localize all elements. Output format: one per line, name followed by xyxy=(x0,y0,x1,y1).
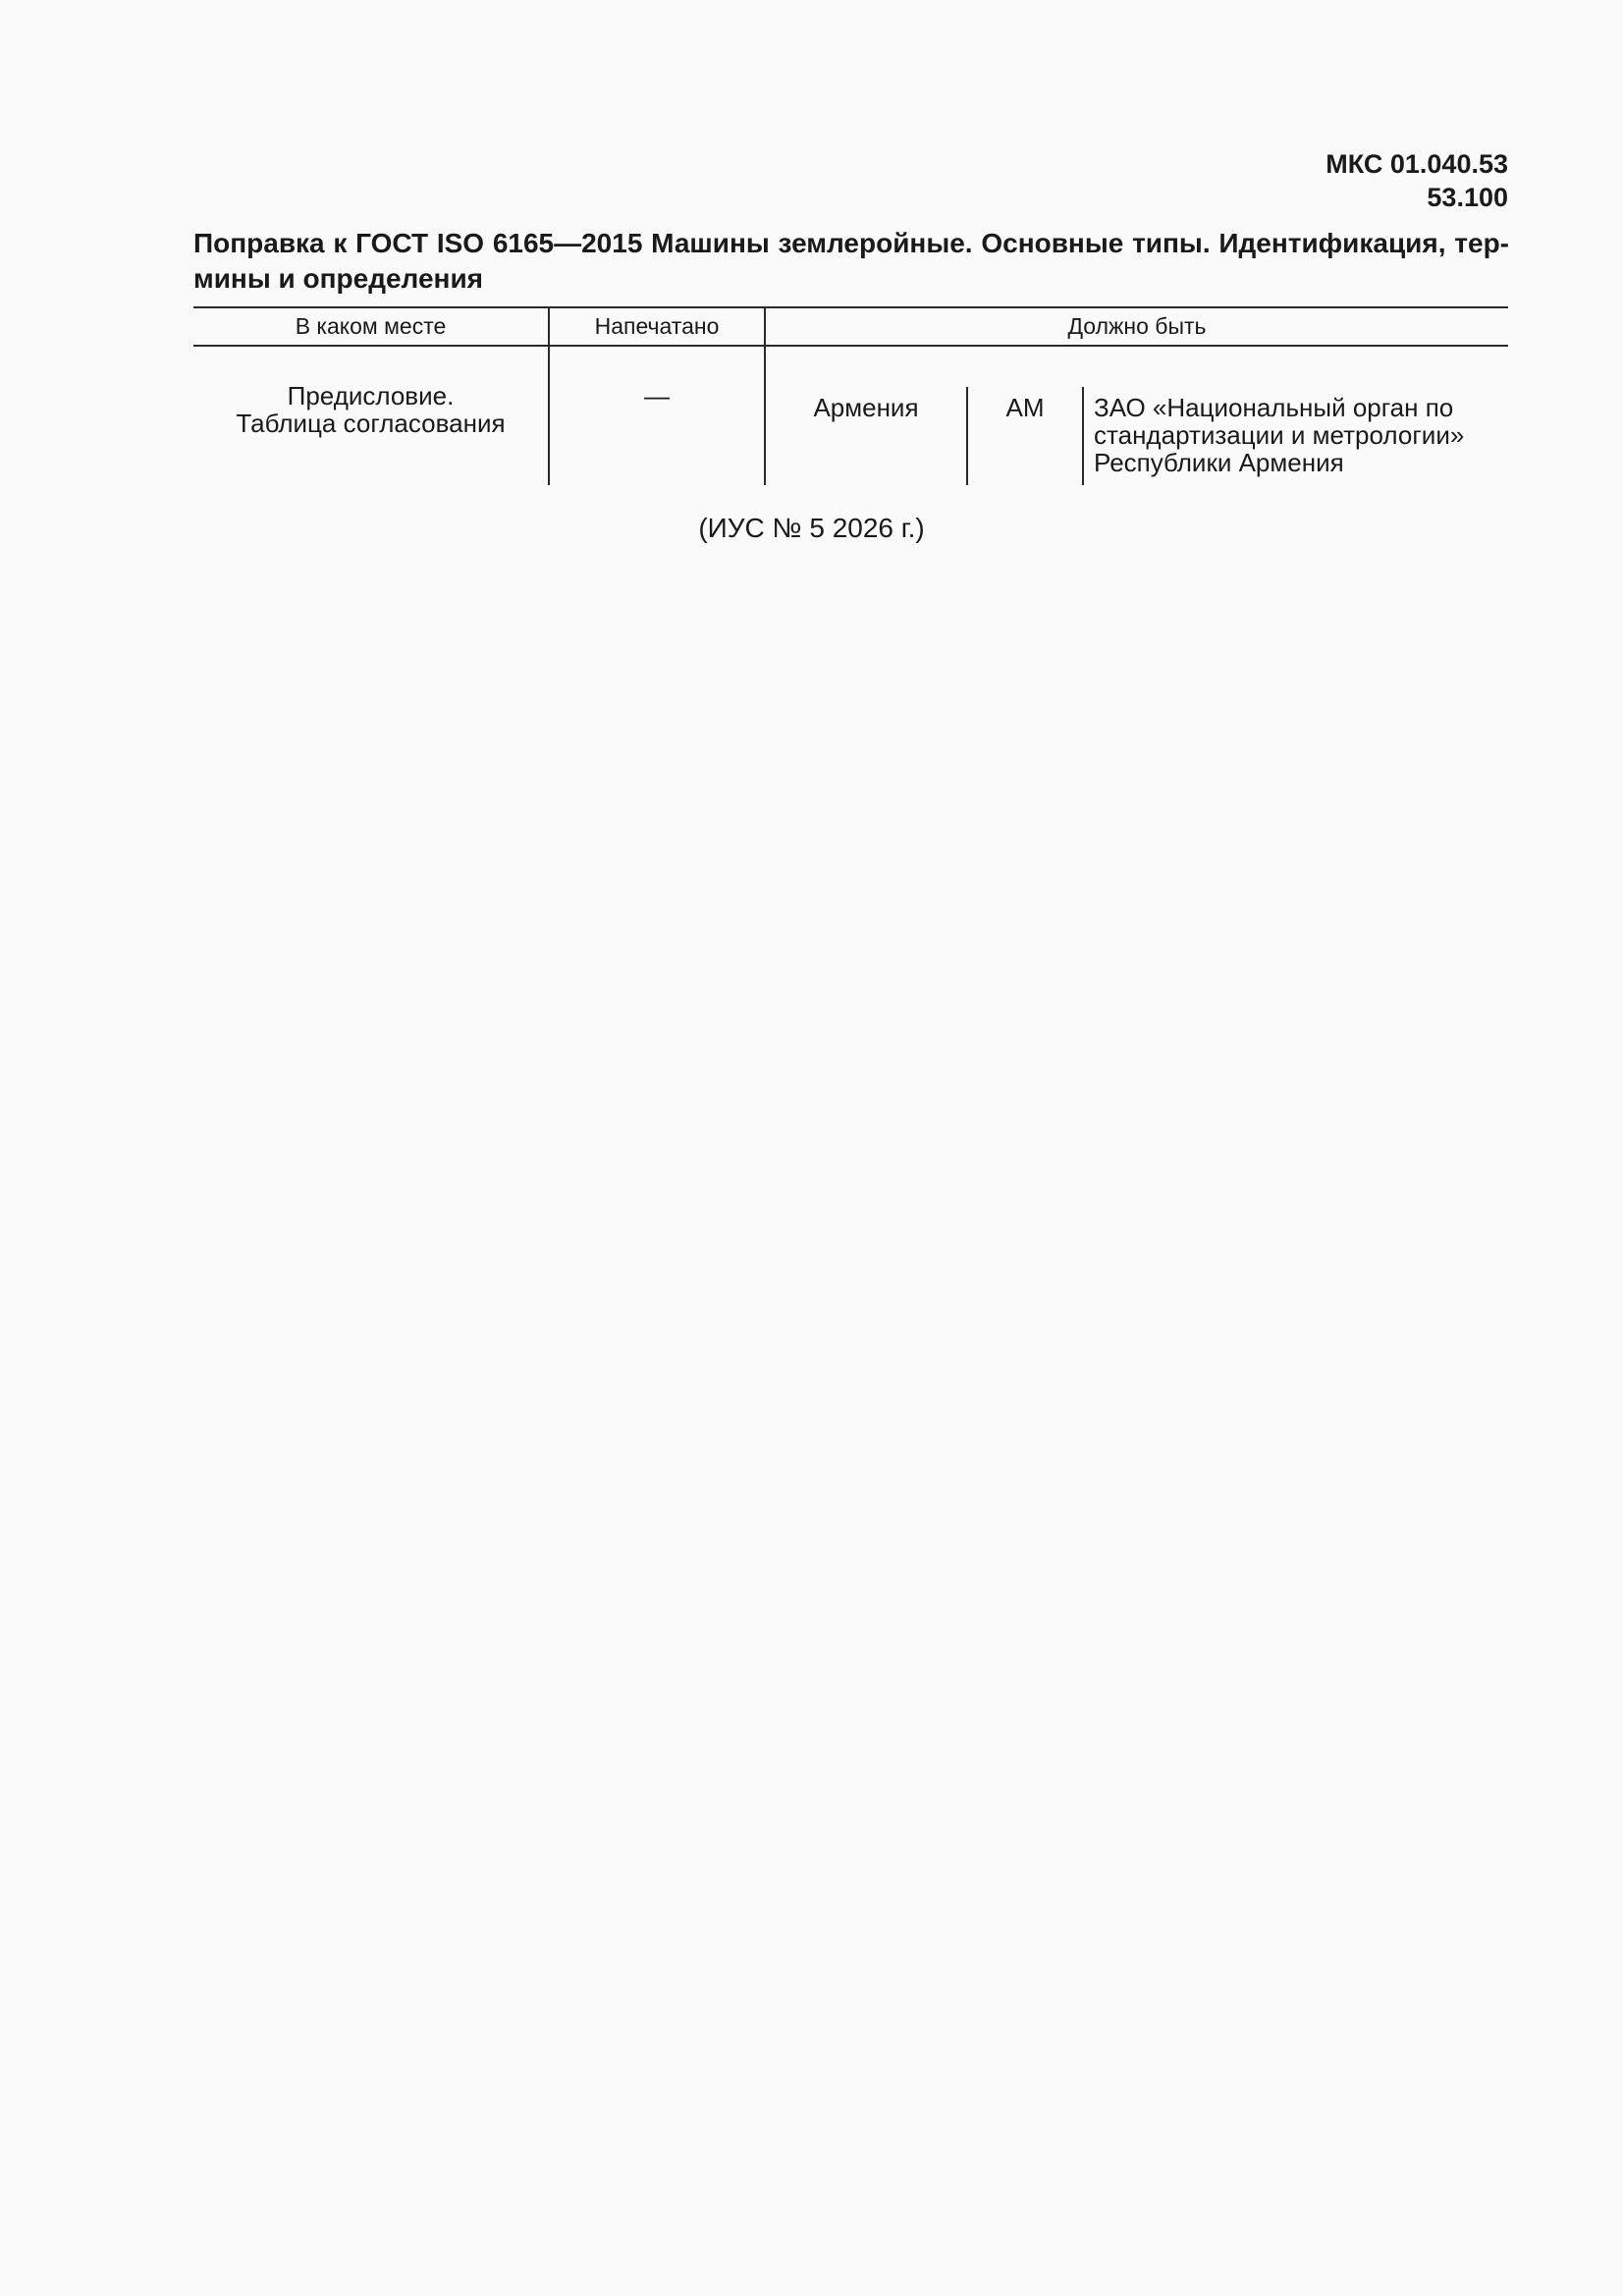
document-title: Поправка к ГОСТ ISO 6165—2015 Машины землеройные. Основные типы. Идентификация, тер-мины и определения xyxy=(193,228,1509,294)
table-header-rule xyxy=(193,345,1508,347)
table-cell-organization xyxy=(1094,394,1508,476)
organization-line: ЗАО «Национальный орган по xyxy=(1094,393,1454,422)
location-line: Предисловие. xyxy=(287,381,455,410)
table-header-location: В каком месте xyxy=(295,313,447,339)
table-cell-location xyxy=(193,382,548,437)
column-divider xyxy=(1082,387,1084,485)
ius-reference: (ИУС № 5 2026 г.) xyxy=(698,513,925,543)
table-cell-country: Армения xyxy=(813,393,919,422)
mks-line-2: 53.100 xyxy=(1427,183,1508,212)
mks-code xyxy=(1325,147,1508,214)
table-header-printed: Напечатано xyxy=(594,313,720,339)
table-cell-code: AM xyxy=(1005,393,1045,422)
table-cell-printed: — xyxy=(644,381,670,410)
mks-line-1: МКС 01.040.53 xyxy=(1325,149,1508,179)
location-line: Таблица согласования xyxy=(236,409,506,438)
table-top-rule xyxy=(193,306,1508,308)
table-header-should-be: Должно быть xyxy=(1067,313,1207,339)
organization-line: Республики Армения xyxy=(1094,448,1344,477)
organization-line: стандартизации и метрологии» xyxy=(1094,420,1465,450)
